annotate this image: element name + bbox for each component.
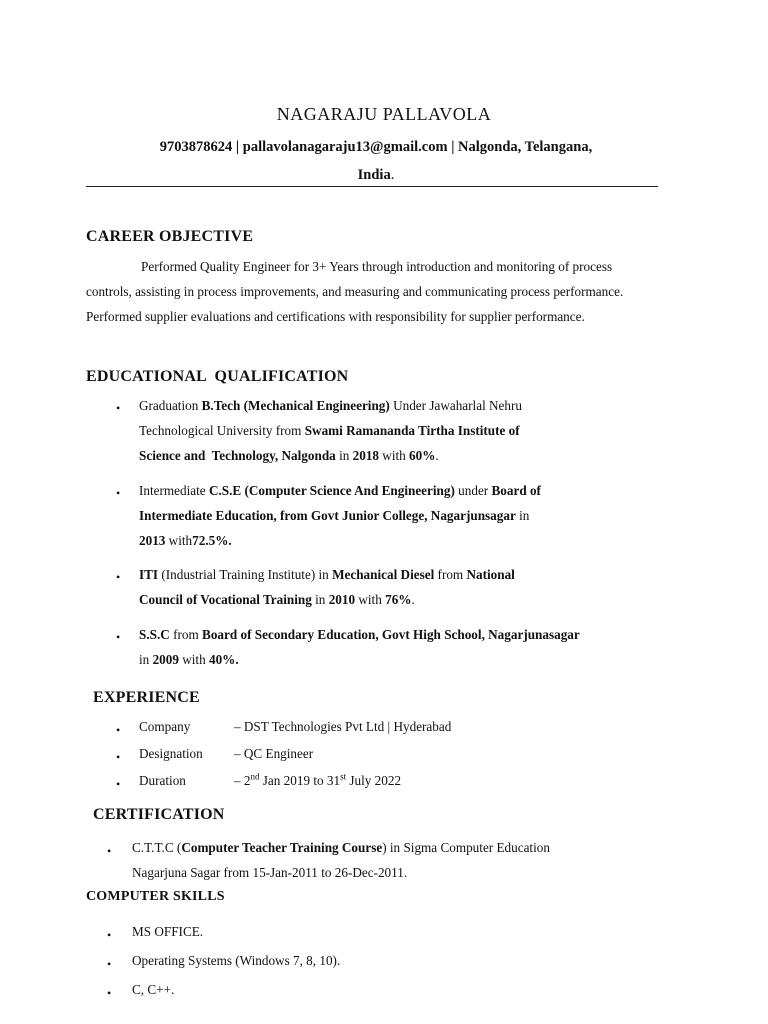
email: pallavolanagaraju13@gmail.com bbox=[242, 139, 448, 155]
career-objective-text: Performed Quality Engineer for 3+ Years through introduction and monitoring of process controls, assisting in process improvements, and measuring and communicating process performance. Performed supplier evaluations and certifications with responsibility for supplier performance. bbox=[86, 259, 624, 324]
skill-item: Operating Systems (Windows 7, 8, 10). bbox=[132, 953, 341, 968]
header-divider bbox=[86, 186, 658, 187]
bullet-icon: • bbox=[116, 630, 121, 644]
country: India bbox=[357, 167, 391, 183]
bullet-icon: • bbox=[107, 957, 112, 971]
career-objective-heading: CAREER OBJECTIVE bbox=[86, 228, 254, 245]
bullet-icon: • bbox=[116, 750, 121, 764]
certification-heading: CERTIFICATION bbox=[93, 806, 225, 823]
location: Nalgonda, Telangana, bbox=[458, 139, 593, 155]
phone: 9703878624 bbox=[159, 139, 233, 155]
candidate-name: NAGARAJU PALLAVOLA bbox=[276, 104, 492, 124]
bullet-icon: • bbox=[107, 844, 112, 858]
certification-item: C.T.T.C (Computer Teacher Training Course) in Sigma Computer Education Nagarjuna Sagar from 15-Jan-2011 to 26-Dec-2011. bbox=[132, 840, 550, 880]
bullet-icon: • bbox=[116, 401, 121, 415]
experience-heading: EXPERIENCE bbox=[93, 689, 200, 706]
bullet-icon: • bbox=[116, 486, 121, 500]
skill-item: C, C++. bbox=[132, 982, 175, 997]
bullet-icon: • bbox=[116, 723, 121, 737]
computer-skills-heading: COMPUTER SKILLS bbox=[86, 889, 225, 904]
education-item-iti: ITI (Industrial Training Institute) in Mechanical Diesel from National Council of Vocational Training in 2010 with 76%. bbox=[139, 567, 515, 607]
education-item-intermediate: Intermediate C.S.E (Computer Science And Engineering) under Board of Intermediate Education, from Govt Junior College, Nagarjunsagar in 2013 with72.5%. bbox=[139, 483, 541, 548]
education-item-graduation: Graduation B.Tech (Mechanical Engineering) Under Jawaharlal Nehru Technological University from Swami Ramananda Tirtha Institute of Science and Technology, Nalgonda in 2018 with 60%. bbox=[139, 398, 522, 463]
contact-line: 9703878624 | pallavolanagaraju13@gmail.com | Nalgonda, Telangana, India. bbox=[159, 139, 593, 183]
bullet-icon: • bbox=[116, 777, 121, 791]
experience-company: Company – DST Technologies Pvt Ltd | Hyderabad bbox=[139, 719, 452, 734]
bullet-icon: • bbox=[107, 986, 112, 1000]
education-item-ssc: S.S.C from Board of Secondary Education, Govt High School, Nagarjunasagar in 2009 with 40%. bbox=[139, 627, 580, 667]
experience-duration: Duration – 2nd Jan 2019 to 31st July 2022 bbox=[139, 771, 402, 788]
education-heading: EDUCATIONAL QUALIFICATION bbox=[86, 368, 349, 385]
bullet-icon: • bbox=[116, 570, 121, 584]
bullet-icon: • bbox=[107, 928, 112, 942]
experience-designation: Designation – QC Engineer bbox=[139, 746, 314, 761]
skill-item: MS OFFICE. bbox=[132, 924, 204, 939]
